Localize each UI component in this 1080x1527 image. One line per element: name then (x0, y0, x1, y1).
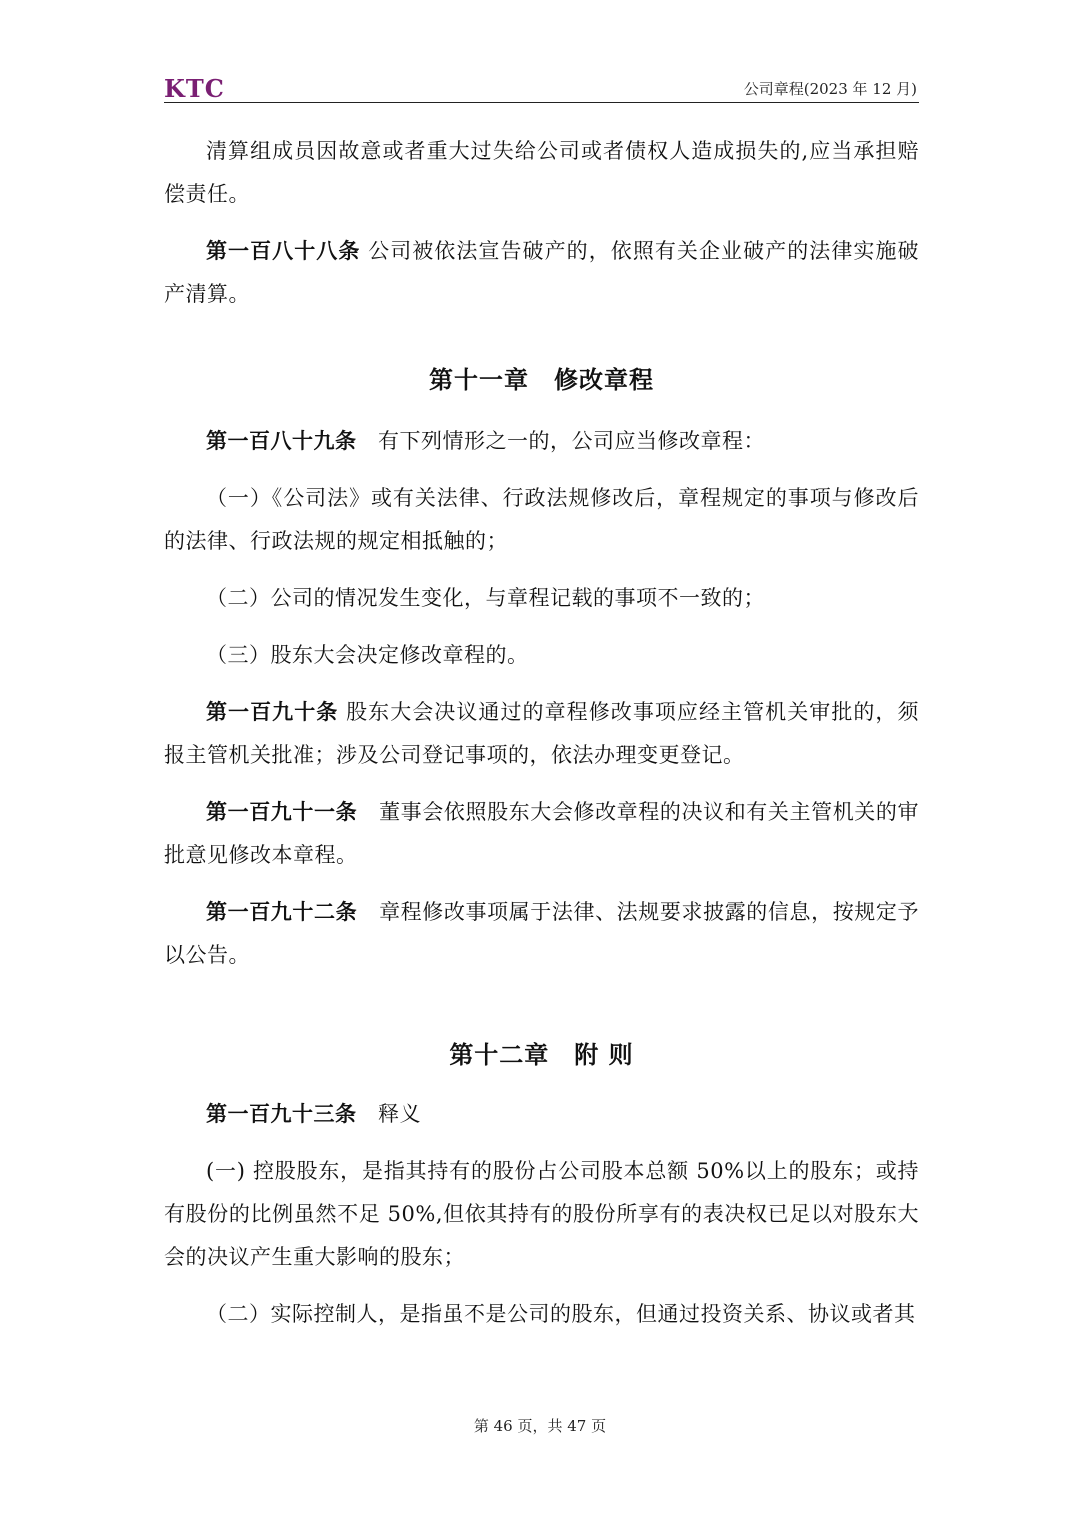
article-189 (164, 420, 919, 463)
article-189-item-1: （一）《公司法》或有关法律、行政法规修改后，章程规定的事项与修改后的法律、行政法规的规定相抵触的； (164, 486, 919, 553)
article-192-label: 第一百九十二条 (206, 900, 358, 924)
paragraph-liquidation-liability: 清算组成员因故意或者重大过失给公司或者债权人造成损失的,应当承担赔偿责任。 (164, 139, 919, 206)
article-189-text: 有下列情形之一的，公司应当修改章程： (378, 429, 766, 453)
article-191-label: 第一百九十一条 (206, 800, 358, 824)
article-193 (164, 1093, 919, 1136)
article-190-label: 第一百九十条 (206, 700, 339, 724)
article-193-label: 第一百九十三条 (206, 1102, 357, 1126)
article-189-item-3: （三）股东大会决定修改章程的。 (206, 643, 529, 667)
article-189-label: 第一百八十九条 (206, 429, 357, 453)
article-190 (164, 691, 919, 777)
article-190-text: 股东大会决议通过的章程修改事项应经主管机关审批的，须报主管机关批准；涉及公司登记事项的，依法办理变更登记。 (164, 700, 919, 767)
article-189-item-2: （二）公司的情况发生变化，与章程记载的事项不一致的； (206, 586, 765, 610)
article-188-text: 公司被依法宣告破产的，依照有关企业破产的法律实施破产清算。 (164, 239, 919, 306)
chapter-11-heading: 第十一章 修改章程 (429, 366, 654, 394)
chapter-12-heading: 第十二章 附 则 (449, 1041, 634, 1069)
page-number: 第 46 页，共 47 页 (473, 1417, 607, 1435)
article-192 (164, 891, 919, 977)
article-188 (164, 230, 919, 316)
document-title: 公司章程(2023 年 12 月) (743, 80, 917, 98)
page-header (164, 70, 919, 103)
article-193-item-2: （二）实际控制人，是指虽不是公司的股东，但通过投资关系、协议或者其 (206, 1302, 916, 1326)
document-body (164, 130, 919, 1336)
article-193-text: 释义 (378, 1102, 422, 1126)
article-191 (164, 791, 919, 877)
article-188-label: 第一百八十八条 (206, 239, 361, 263)
article-192-text: 章程修改事项属于法律、法规要求披露的信息，按规定予以公告。 (164, 900, 920, 967)
company-logo: KTC (164, 74, 225, 103)
article-191-text: 董事会依照股东大会修改章程的决议和有关主管机关的审批意见修改本章程。 (164, 800, 920, 867)
article-193-item-1: (一) 控股股东，是指其持有的股份占公司股本总额 50%以上的股东；或持有股份的比例虽然不足 50%,但依其持有的股份所享有的表决权已足以对股东大会的决议产生重大影响的股东； (164, 1159, 919, 1269)
